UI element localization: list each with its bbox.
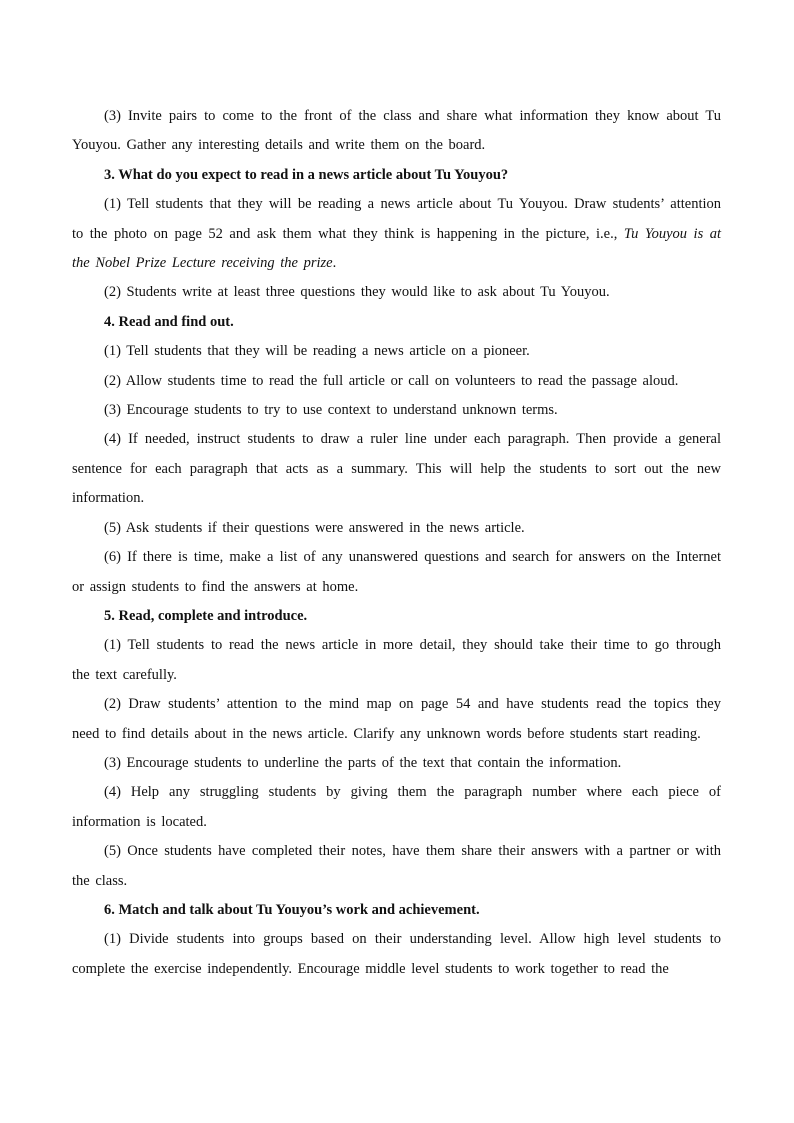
paragraph-share-notes: (5) Once students have completed their notes, have them share their answers with a partner or with the class. xyxy=(72,843,721,889)
paragraph-read-detail: (1) Tell students to read the news article in more detail, they should take their time to go through the text carefully. xyxy=(72,637,721,683)
italic-example: Tu Youyou is at the Nobel Prize Lecture receiving the prize xyxy=(72,225,721,272)
paragraph-invite-pairs: (3) Invite pairs to come to the front of the class and share what information they know about Tu Youyou. Gather any interesting details and write them on the board. xyxy=(72,108,721,154)
document-body xyxy=(72,102,721,984)
section-heading-5: 5. Read, complete and introduce. xyxy=(104,607,308,624)
section-heading-4: 4. Read and find out. xyxy=(104,313,234,330)
paragraph-students-write: (2) Students write at least three questions they would like to ask about Tu Youyou. xyxy=(104,284,610,301)
paragraph-tell-students-news xyxy=(72,190,721,278)
paragraph-divide-groups: (1) Divide students into groups based on their understanding level. Allow high level students to complete the exercise independently. Encourage middle level students to work together to read the xyxy=(72,931,721,977)
paragraph-struggling: (4) Help any struggling students by giving them the paragraph number where each piece of information is located. xyxy=(72,784,721,830)
section-heading-6: 6. Match and talk about Tu Youyou’s work and achievement. xyxy=(104,901,480,918)
paragraph-questions-answered: (5) Ask students if their questions were answered in the news article. xyxy=(104,519,525,536)
paragraph-ruler-line: (4) If needed, instruct students to draw a ruler line under each paragraph. Then provide a general sentence for each paragraph that acts as a summary. This will help the students to sort out the new information. xyxy=(72,431,721,507)
paragraph-text: (1) Tell students that they will be reading a news article about Tu Youyou. Draw students’ attention to the photo on page 52 and ask them what they think is happening in the picture, i.e., xyxy=(72,196,721,242)
paragraph-unanswered: (6) If there is time, make a list of any unanswered questions and search for answers on the Internet or assign students to find the answers at home. xyxy=(72,549,721,595)
paragraph-context: (3) Encourage students to try to use context to understand unknown terms. xyxy=(104,402,558,419)
paragraph-pioneer: (1) Tell students that they will be reading a news article on a pioneer. xyxy=(104,343,530,360)
paragraph-underline: (3) Encourage students to underline the parts of the text that contain the information. xyxy=(104,754,622,771)
paragraph-mind-map: (2) Draw students’ attention to the mind map on page 54 and have students read the topics they need to find details about in the news article. Clarify any unknown words before students start reading. xyxy=(72,696,721,742)
paragraph-allow-time: (2) Allow students time to read the full article or call on volunteers to read the passage aloud. xyxy=(104,372,679,389)
section-heading-3: 3. What do you expect to read in a news article about Tu Youyou? xyxy=(104,166,509,183)
period: . xyxy=(332,255,337,272)
